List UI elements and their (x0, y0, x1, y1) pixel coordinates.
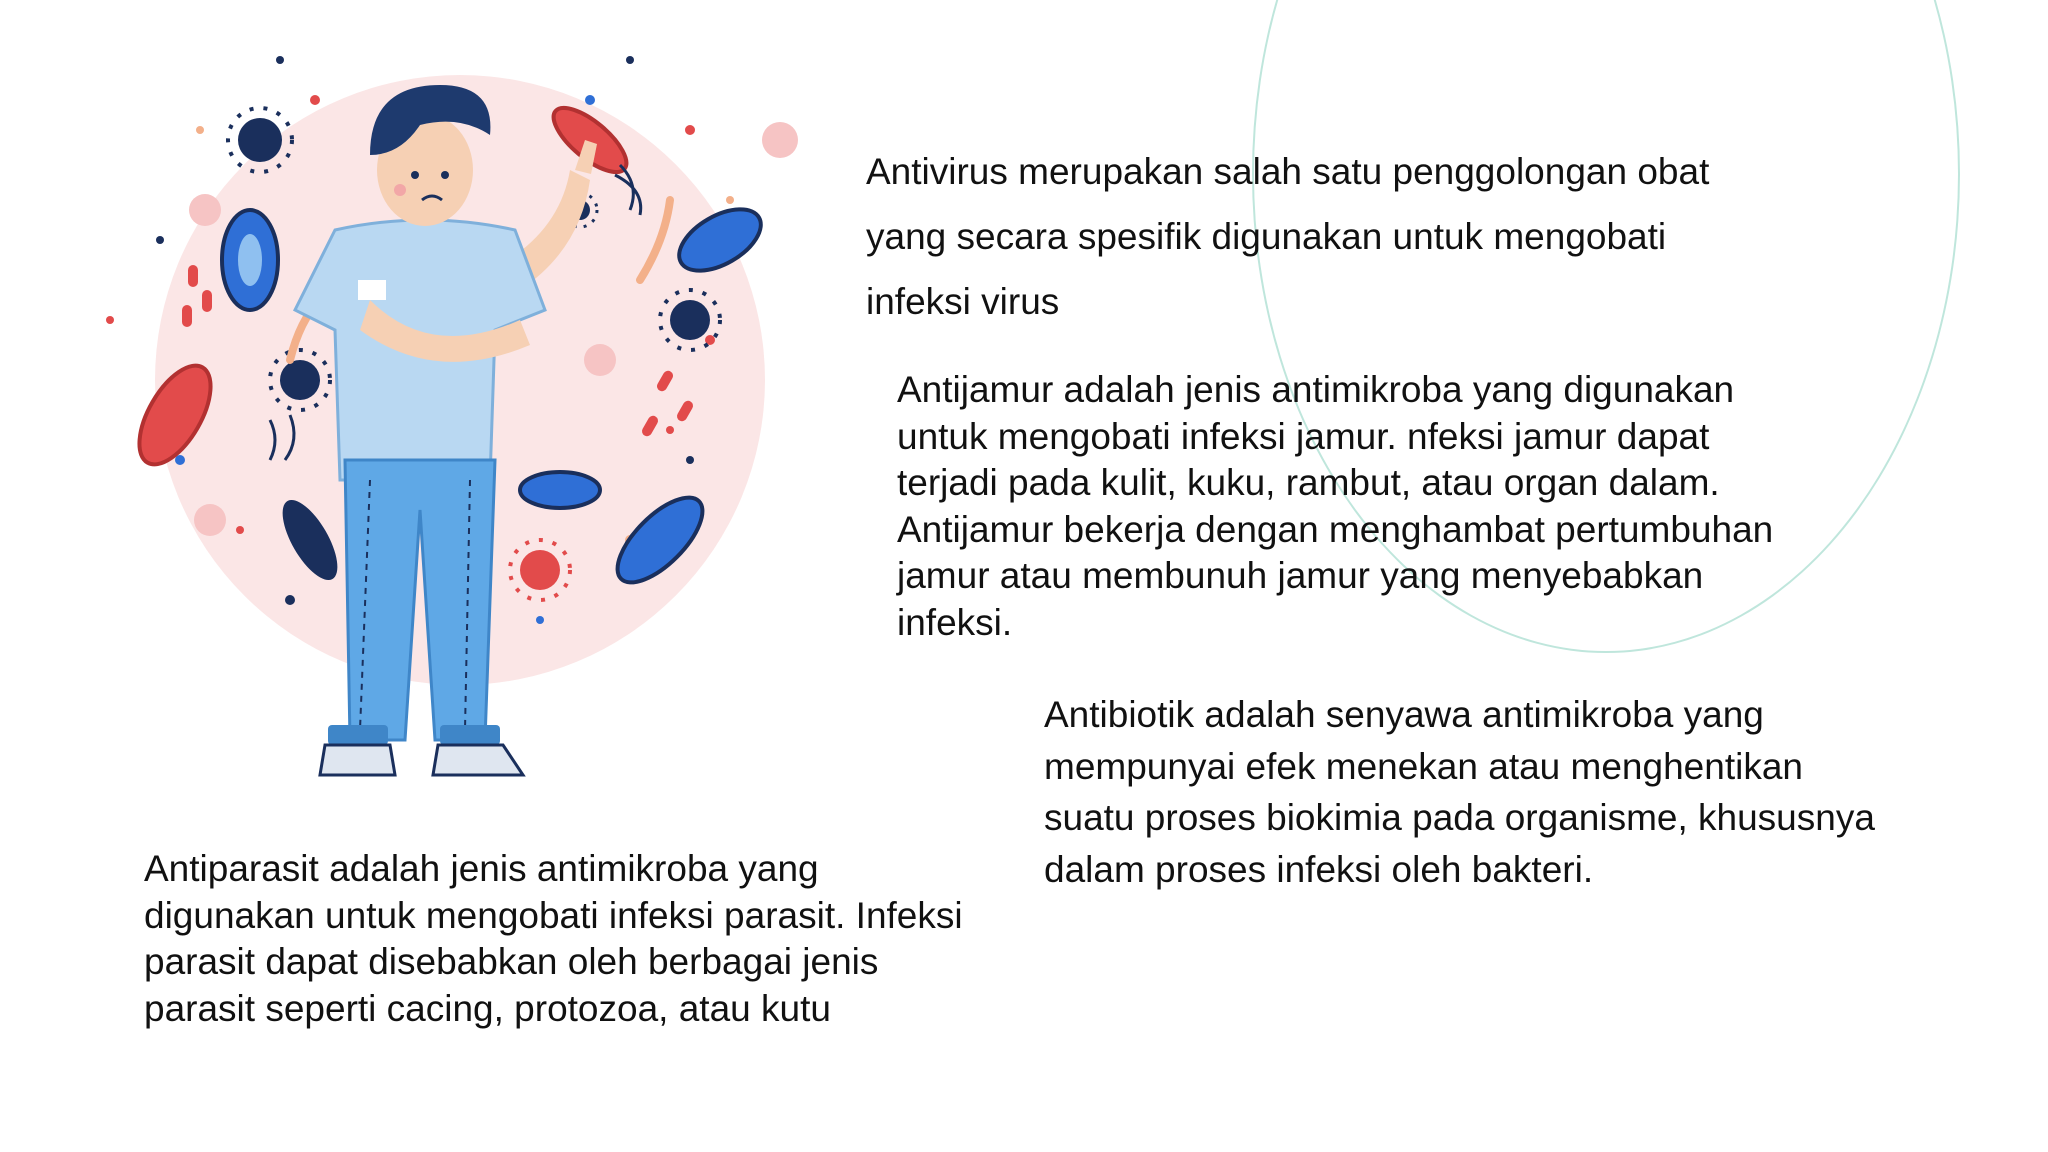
antiparasit-line: digunakan untuk mengobati infeksi parasit. Infeksi (144, 894, 963, 936)
antibiotik-line: suatu proses biokimia pada organisme, khususnya (1044, 797, 1875, 838)
antijamur-line: untuk mengobati infeksi jamur. nfeksi jamur dapat (897, 415, 1710, 457)
germs-person-illustration (70, 40, 800, 800)
antibiotik-paragraph (1044, 689, 1994, 895)
antijamur-paragraph (897, 367, 1897, 646)
antijamur-line: Antijamur adalah jenis antimikroba yang digunakan (897, 369, 1735, 410)
antibiotik-line: dalam proses infeksi oleh bakteri. (1044, 848, 1594, 890)
germ-icon (222, 210, 278, 310)
antibiotik-line: Antibiotik adalah senyawa antimikroba yang (1044, 694, 1764, 735)
antijamur-line: jamur atau membunuh jamur yang menyebabkan (897, 555, 1704, 596)
antiparasit-line: parasit seperti cacing, protozoa, atau kutu (144, 987, 831, 1029)
antivirus-line: Antivirus merupakan salah satu penggolongan obat (866, 151, 1710, 192)
antivirus-line: infeksi virus (866, 281, 1060, 322)
antiparasit-line: parasit dapat disebabkan oleh berbagai jenis (144, 941, 879, 982)
antijamur-line: Antijamur bekerja dengan menghambat pertumbuhan (897, 508, 1774, 550)
antijamur-line: terjadi pada kulit, kuku, rambut, atau organ dalam. (897, 462, 1720, 503)
antivirus-line: yang secara spesifik digunakan untuk mengobati (866, 216, 1667, 257)
antijamur-line: infeksi. (897, 601, 1013, 643)
germ-icon (520, 472, 600, 508)
antiparasit-paragraph (144, 846, 1024, 1032)
antivirus-paragraph (866, 139, 1866, 334)
antiparasit-line: Antiparasit adalah jenis antimikroba yang (144, 848, 819, 889)
antibiotik-line: mempunyai efek menekan atau menghentikan (1044, 745, 1803, 787)
